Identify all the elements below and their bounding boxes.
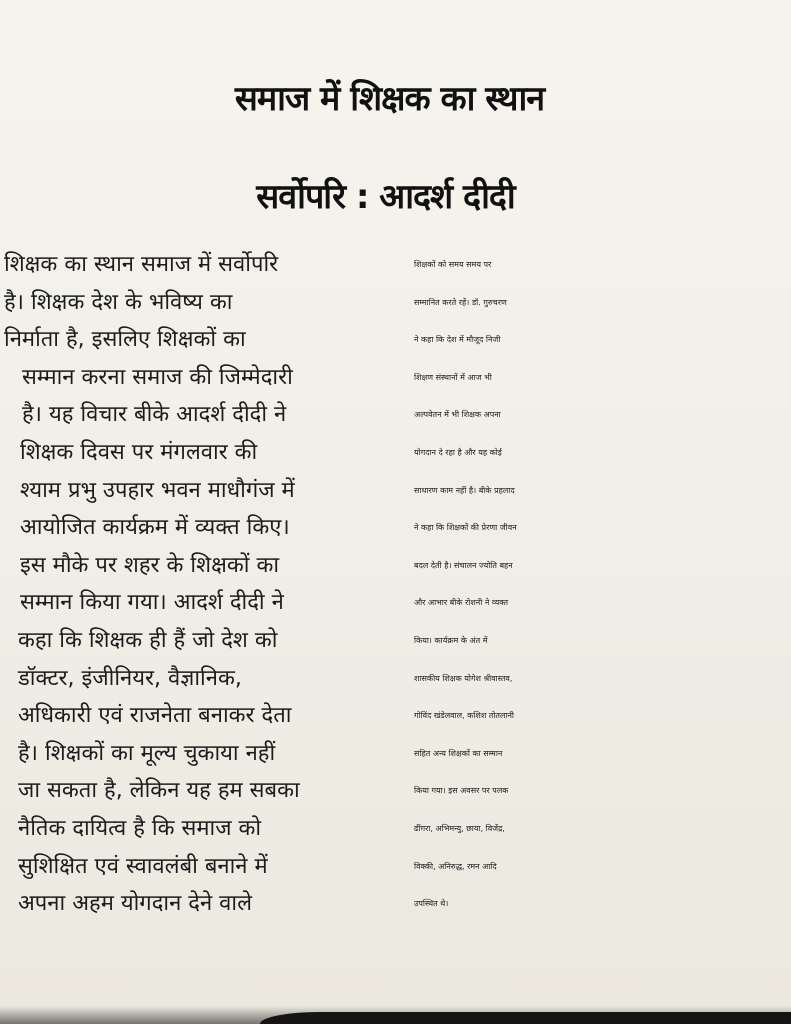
- article-column-left: [4, 246, 376, 923]
- body-text-line: जा सकता है, लेकिन यह हम सबका: [18, 778, 300, 804]
- body-text-line: है। यह विचार बीके आदर्श दीदी ने: [22, 402, 287, 428]
- body-text-line: कहा कि शिक्षक ही हैं जो देश को: [18, 627, 278, 653]
- body-text-line: सम्मान करना समाज की जिम्मेदारी: [22, 364, 293, 390]
- body-text-line: अधिकारी एवं राजनेता बनाकर देता: [18, 703, 292, 729]
- body-text-line: है। शिक्षकों का मूल्य चुकाया नहीं: [18, 740, 276, 766]
- body-text-line: निर्माता है, इसलिए शिक्षकों का: [4, 327, 246, 353]
- body-text-line: शिक्षक दिवस पर मंगलवार की: [20, 439, 258, 465]
- body-text-line: अपना अहम योगदान देने वाले: [18, 891, 253, 917]
- body-text-line: विक्की, अनिरुद्ध, रमन आदि: [414, 861, 497, 871]
- body-text-line: उपस्थित थे।: [414, 899, 449, 909]
- body-text-line: सहित अन्य शिक्षकों का सम्मान: [414, 748, 503, 758]
- body-text-line: श्याम प्रभु उपहार भवन माधौगंज में: [20, 477, 295, 503]
- body-text-line: योगदान दे रहा है और यह कोई: [414, 447, 502, 457]
- body-text-line: किया गया। इस अवसर पर पलक: [414, 786, 509, 796]
- body-text-line: किया। कार्यक्रम के अंत में: [414, 635, 488, 645]
- body-text-line: शिक्षकों को समय समय पर: [414, 260, 492, 269]
- body-text-line: शिक्षण संस्थानों में आज भी: [414, 372, 492, 382]
- body-text-line: गोविंद खंडेलवाल, कशिश तोतलानी: [414, 711, 515, 721]
- body-text-line: सम्मानित करते रहें। डॉ. गुरुचरण: [414, 297, 507, 307]
- headline-line-2: सर्वोपरि : आदर्श दीदी: [256, 176, 515, 217]
- body-text-line: सुशिक्षित एवं स्वावलंबी बनाने में: [18, 853, 268, 879]
- body-text-line: ढींगरा, अभिमन्यु, छाया, विजेंद्र,: [414, 823, 505, 833]
- body-text-line: नैतिक दायित्व है कि समाज को: [18, 815, 262, 841]
- body-text-line: शिक्षक का स्थान समाज में सर्वोपरि: [4, 252, 279, 277]
- page-edge-dark: [260, 1012, 791, 1024]
- body-text-line: शासकीय शिक्षक योगेश श्रीवास्तव,: [414, 673, 513, 683]
- body-text-line: ने कहा कि देश में मौजूद निजी: [414, 335, 501, 345]
- headline-line-1: समाज में शिक्षक का स्थान: [234, 78, 545, 119]
- body-text-line: अल्पवेतन में भी शिक्षक अपना: [414, 410, 501, 420]
- body-text-line: है। शिक्षक देश के भविष्य का: [4, 289, 233, 315]
- body-text-line: और आभार बीके रोशनी ने व्यक्त: [414, 598, 509, 608]
- body-text-line: सम्मान किया गया। आदर्श दीदी ने: [20, 590, 284, 616]
- article-column-right: [408, 246, 788, 923]
- body-text-line: इस मौके पर शहर के शिक्षकों का: [20, 552, 280, 578]
- body-text-line: आयोजित कार्यक्रम में व्यक्त किए।: [20, 515, 290, 541]
- body-text-line: डॉक्टर, इंजीनियर, वैज्ञानिक,: [18, 665, 242, 691]
- body-text-line: बदल देती है। संचालन ज्योति बहन: [414, 560, 513, 570]
- body-text-line: साधारण काम नहीं है। बीके प्रहलाद: [414, 485, 515, 495]
- body-text-line: ने कहा कि शिक्षकों की प्रेरणा जीवन: [414, 523, 517, 533]
